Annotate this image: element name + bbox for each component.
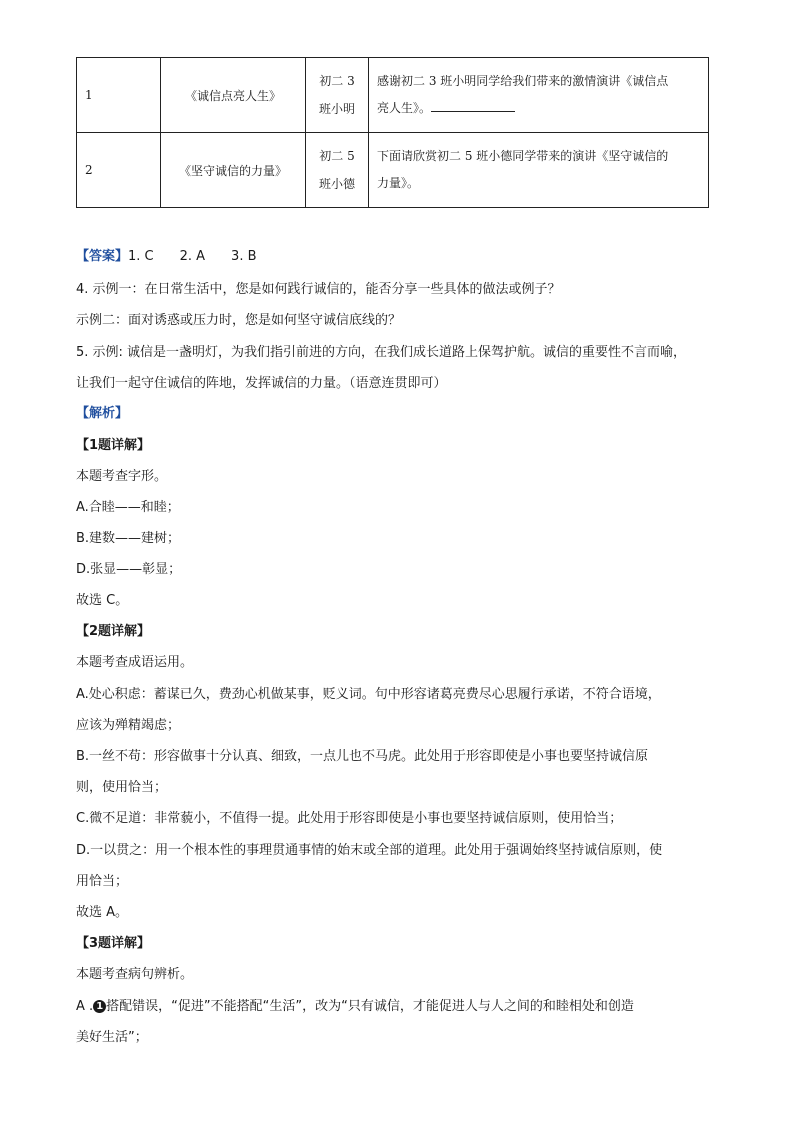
paragraph: B.建数——建树；: [76, 531, 181, 546]
row-number: 2: [77, 133, 161, 208]
table-row: [77, 58, 709, 133]
paragraph: A.合睦——和睦；: [76, 500, 180, 515]
host-line: 感谢初二 3 班小明同学给我们带来的激情演讲《诚信点 亮人生》。: [369, 58, 709, 133]
host-line: 下面请欣赏初二 5 班小德同学带来的演讲《坚守诚信的 力量》。: [369, 133, 709, 208]
row-number: 1: [77, 58, 161, 133]
speech-title: 《坚守诚信的力量》: [161, 133, 306, 208]
paragraph: 应该为殚精竭虑；: [76, 718, 181, 733]
paragraph: 故选 C。: [76, 593, 129, 608]
paragraph: 本题考查病句辨析。: [76, 967, 194, 982]
fill-blank: [431, 99, 515, 112]
section-heading-3: 【3题详解】: [76, 936, 151, 951]
paragraph: 则，使用恰当；: [76, 780, 168, 795]
speaker: 初二 3 班小明: [306, 58, 369, 133]
answer-q4-line1: 4. 示例一：在日常生活中，您是如何践行诚信的，能否分享一些具体的做法或例子？: [76, 282, 561, 297]
paragraph: 本题考查字形。: [76, 469, 168, 484]
paragraph: C.微不足道：非常藐小，不值得一提。此处用于形容即使是小事也要坚持诚信原则，使用恰当；: [76, 811, 623, 826]
paragraph: B.一丝不苟：形容做事十分认真、细致，一点儿也不马虎。此处用于形容即使是小事也要坚持诚信原: [76, 749, 649, 764]
program-table: [76, 57, 709, 208]
paragraph: A.处心积虑：蓄谋已久，费劲心机做某事，贬义词。句中形容诸葛亮费尽心思履行承诺，不符合语境，: [76, 687, 661, 702]
circled-number: 1: [93, 1000, 106, 1013]
paragraph: D.张显——彰显；: [76, 562, 182, 577]
paragraph: 本题考查成语运用。: [76, 655, 194, 670]
speech-title: 《诚信点亮人生》: [161, 58, 306, 133]
speaker: 初二 5 班小德: [306, 133, 369, 208]
section-heading-1: 【1题详解】: [76, 438, 151, 453]
analysis-tag: 【解析】: [76, 406, 129, 421]
paragraph: A . 1 搭配错误，“促进”不能搭配“生活”，改为“只有诚信，才能促进人与人之间的和睦相处和创造: [76, 999, 634, 1014]
answer-line: 【答案】1. C 2. A 3. B: [76, 249, 257, 264]
table-row: [77, 133, 709, 208]
paragraph: 美好生活”；: [76, 1030, 148, 1045]
section-heading-2: 【2题详解】: [76, 624, 151, 639]
answer-q5-line2: 让我们一起守住诚信的阵地，发挥诚信的力量。（语意连贯即可）: [76, 376, 447, 391]
paragraph: D.一以贯之：用一个根本性的事理贯通事情的始末或全部的道理。此处用于强调始终坚持诚信原则，使: [76, 843, 663, 858]
answer-q4-line2: 示例二：面对诱惑或压力时，您是如何坚守诚信底线的？: [76, 313, 402, 328]
paragraph: 用恰当；: [76, 874, 129, 889]
paragraph: 故选 A。: [76, 905, 129, 920]
answer-q5-line1: 5. 示例: 诚信是一盏明灯，为我们指引前进的方向，在我们成长道路上保驾护航。诚信的重要性不言而喻，: [76, 345, 687, 360]
answer-tag: 【答案】: [76, 249, 129, 264]
